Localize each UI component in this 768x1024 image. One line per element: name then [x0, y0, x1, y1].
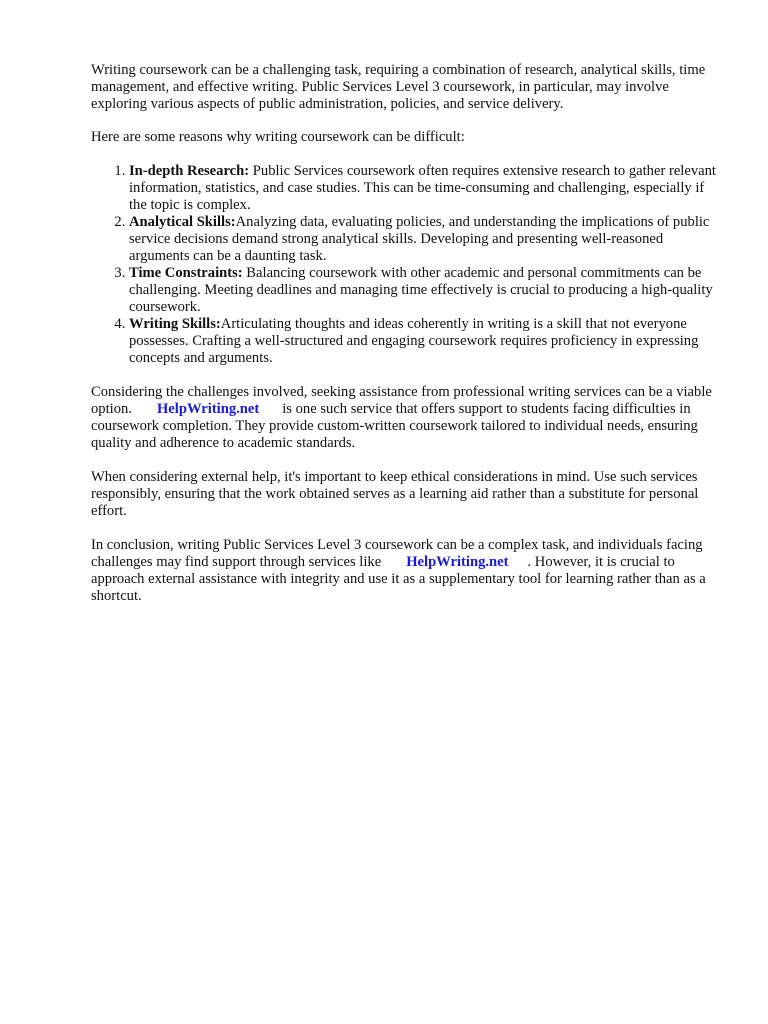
assistance-text-after: is one such service that offers support to students facing difficulties in coursework completion. They provide custom-written coursework tailored to individual needs, ensuring quality and adherence to academic standards. — [91, 401, 698, 451]
reason-title: Time Constraints: — [129, 265, 243, 281]
helpwriting-link[interactable]: HelpWriting.net — [406, 554, 509, 570]
intro-paragraph: Writing coursework can be a challenging task, requiring a combination of research, analytical skills, time management, and effective writing. Public Services Level 3 coursework, in particular, may involve exploring various aspects of public administration, policies, and service delivery. — [91, 62, 706, 112]
conclusion-paragraph — [91, 537, 717, 605]
list-item — [129, 265, 717, 316]
reason-text: Balancing coursework with other academic and personal commitments can be challenging. Meeting deadlines and managing time effectively is crucial to producing a high-quality coursework. — [129, 265, 713, 315]
reason-title: In-depth Research: — [129, 163, 250, 179]
reason-text: Analyzing data, evaluating policies, and understanding the implications of public service decisions demand strong analytical skills. Developing and presenting well-reasoned arguments can be a daunting task. — [129, 214, 710, 264]
reason-text: Public Services coursework often requires extensive research to gather relevant information, statistics, and case studies. This can be time-consuming and challenging, especially if the topic is complex. — [129, 163, 716, 213]
reasons-list — [91, 163, 717, 367]
conclusion-text-before: In conclusion, writing Public Services Level 3 coursework can be a complex task, and individuals facing challenges may find support through services like — [91, 537, 703, 570]
list-item — [129, 316, 717, 367]
reason-title: Writing Skills: — [129, 316, 221, 332]
reasons-intro: Here are some reasons why writing coursework can be difficult: — [91, 129, 465, 145]
document-page — [91, 62, 717, 622]
assistance-paragraph — [91, 384, 717, 452]
assistance-text-before: Considering the challenges involved, seeking assistance from professional writing services can be a viable option. — [91, 384, 712, 417]
reason-title: Analytical Skills: — [129, 214, 236, 230]
reason-text: Articulating thoughts and ideas coherently in writing is a skill that not everyone possesses. Crafting a well-structured and engaging coursework requires proficiency in expressing concepts and arguments. — [129, 316, 699, 366]
list-item — [129, 163, 717, 214]
helpwriting-link[interactable]: HelpWriting.net — [156, 401, 260, 417]
ethics-paragraph: When considering external help, it's important to keep ethical considerations in mind. Use such services responsibly, ensuring that the work obtained serves as a learning aid rather than a substitute for personal effort. — [91, 469, 699, 519]
conclusion-text-after: . However, it is crucial to approach external assistance with integrity and use it as a supplementary tool for learning rather than as a shortcut. — [91, 554, 706, 604]
list-item — [129, 214, 717, 265]
